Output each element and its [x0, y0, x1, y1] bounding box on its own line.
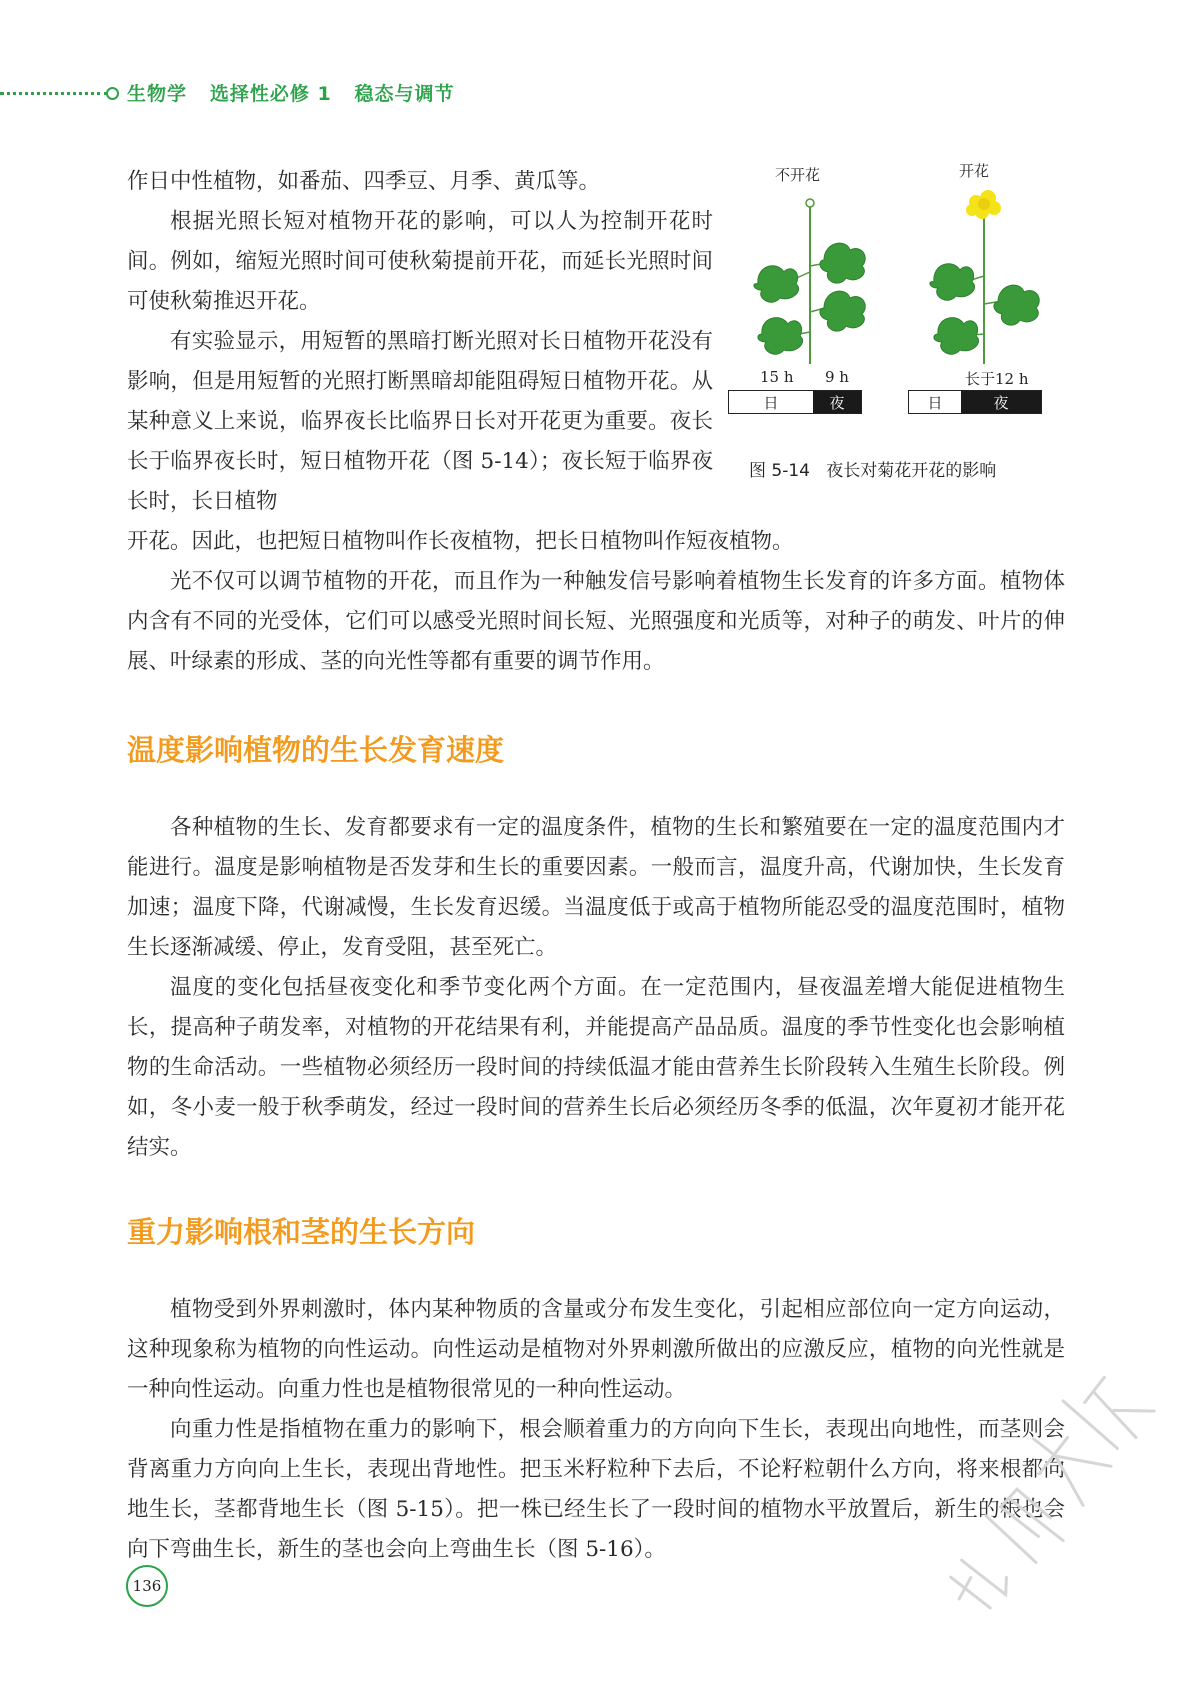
paragraph: 光不仅可以调节植物的开花，而且作为一种触发信号影响着植物生长发育的许多方面。植物体内含有不同的光受体，它们可以感受光照时间长短、光照强度和光质等，对种子的萌发、叶片的伸展、叶绿素的形成、茎的向光性等都有重要的调节作用。	[127, 569, 1065, 674]
header-circle-icon	[106, 87, 119, 100]
left-day-night-bar	[728, 390, 862, 414]
right-night-note: 长于12 h	[965, 370, 1029, 388]
label-flowering: 开花	[959, 162, 990, 180]
paragraph: 各种植物的生长、发育都要求有一定的温度条件，植物的生长和繁殖要在一定的温度范围内才能进行。温度是影响植物是否发芽和生长的重要因素。一般而言，温度升高，代谢加快，生长发育加速；温度下降，代谢减慢，生长发育迟缓。当温度低于或高于植物所能忍受的温度范围时，植物生长逐渐减缓、停止，发育受阻，甚至死亡。	[127, 815, 1065, 960]
continuation-text	[127, 522, 1065, 682]
chrysanthemum-illustration	[728, 184, 1068, 384]
paragraph: 温度的变化包括昼夜变化和季节变化两个方面。在一定范围内，昼夜温差增大能促进植物生长，提高种子萌发率，对植物的开花结果有利，并能提高产品品质。温度的季节性变化也会影响植物的生命活动。一些植物必须经历一段时间的持续低温才能由营养生长阶段转入生殖生长阶段。例如，冬小麦一般于秋季萌发，经过一段时间的营养生长后必须经历冬季的低温，次年夏初才能开花结实。	[127, 975, 1065, 1160]
day-segment: 日	[909, 391, 961, 413]
left-day-hours: 15 h	[760, 368, 794, 386]
day-segment: 日	[729, 391, 813, 413]
paragraph: 植物受到外界刺激时，体内某种物质的含量或分布发生变化，引起相应部位向一定方向运动，这种现象称为植物的向性运动。向性运动是植物对外界刺激所做出的应激反应，植物的向光性就是一种向性运动。向重力性也是植物很常见的一种向性运动。	[127, 1297, 1065, 1402]
paragraph: 向重力性是指植物在重力的影响下，根会顺着重力的方向向下生长，表现出向地性，而茎则会背离重力方向向上生长，表现出背地性。把玉米籽粒种下去后，不论籽粒朝什么方向，将来根都向地生长，茎都背地生长（图 5-15）。把一株已经生长了一段时间的植物水平放置后，新生的根也会向下弯曲生长，新生的茎也会向上弯曲生长（图 5-16）。	[127, 1417, 1065, 1562]
paragraph: 作日中性植物，如番茄、四季豆、月季、黄瓜等。	[127, 169, 601, 194]
running-header-title: 生物学 选择性必修 1 稳态与调节	[127, 83, 455, 105]
section-heading-gravity: 重力影响根和茎的生长方向	[127, 1215, 476, 1249]
label-no-flower: 不开花	[775, 166, 821, 184]
figure-caption: 图 5-14 夜长对菊花开花的影响	[749, 461, 997, 481]
plant-flowering-icon	[930, 190, 1039, 364]
night-segment: 夜	[961, 391, 1041, 413]
section-heading-temperature: 温度影响植物的生长发育速度	[127, 733, 505, 767]
yellow-flower-icon	[966, 190, 1001, 219]
page-number: 136	[126, 1565, 168, 1607]
plant-not-flowering-icon	[754, 199, 865, 364]
temperature-section-text	[127, 808, 1065, 1168]
lead-text-column	[127, 162, 713, 522]
publisher-watermark	[880, 1310, 1191, 1684]
header-dotted-rule	[0, 92, 108, 95]
figure-5-14	[728, 162, 1068, 498]
paragraph: 开花。因此，也把短日植物叫作长夜植物，把长日植物叫作短夜植物。	[127, 529, 794, 554]
paragraph: 有实验显示，用短暂的黑暗打断光照对长日植物开花没有影响，但是用短暂的光照打断黑暗却能阻碍短日植物开花。从某种意义上来说，临界夜长比临界日长对开花更为重要。夜长长于临界夜长时，短日植物开花（图 5-14）；夜长短于临界夜长时，长日植物	[127, 329, 713, 514]
paragraph: 根据光照长短对植物开花的影响，可以人为控制开花时间。例如，缩短光照时间可使秋菊提前开花，而延长光照时间可使秋菊推迟开花。	[127, 209, 713, 314]
left-night-hours: 9 h	[825, 368, 849, 386]
right-day-night-bar	[908, 390, 1042, 414]
night-segment: 夜	[813, 391, 861, 413]
